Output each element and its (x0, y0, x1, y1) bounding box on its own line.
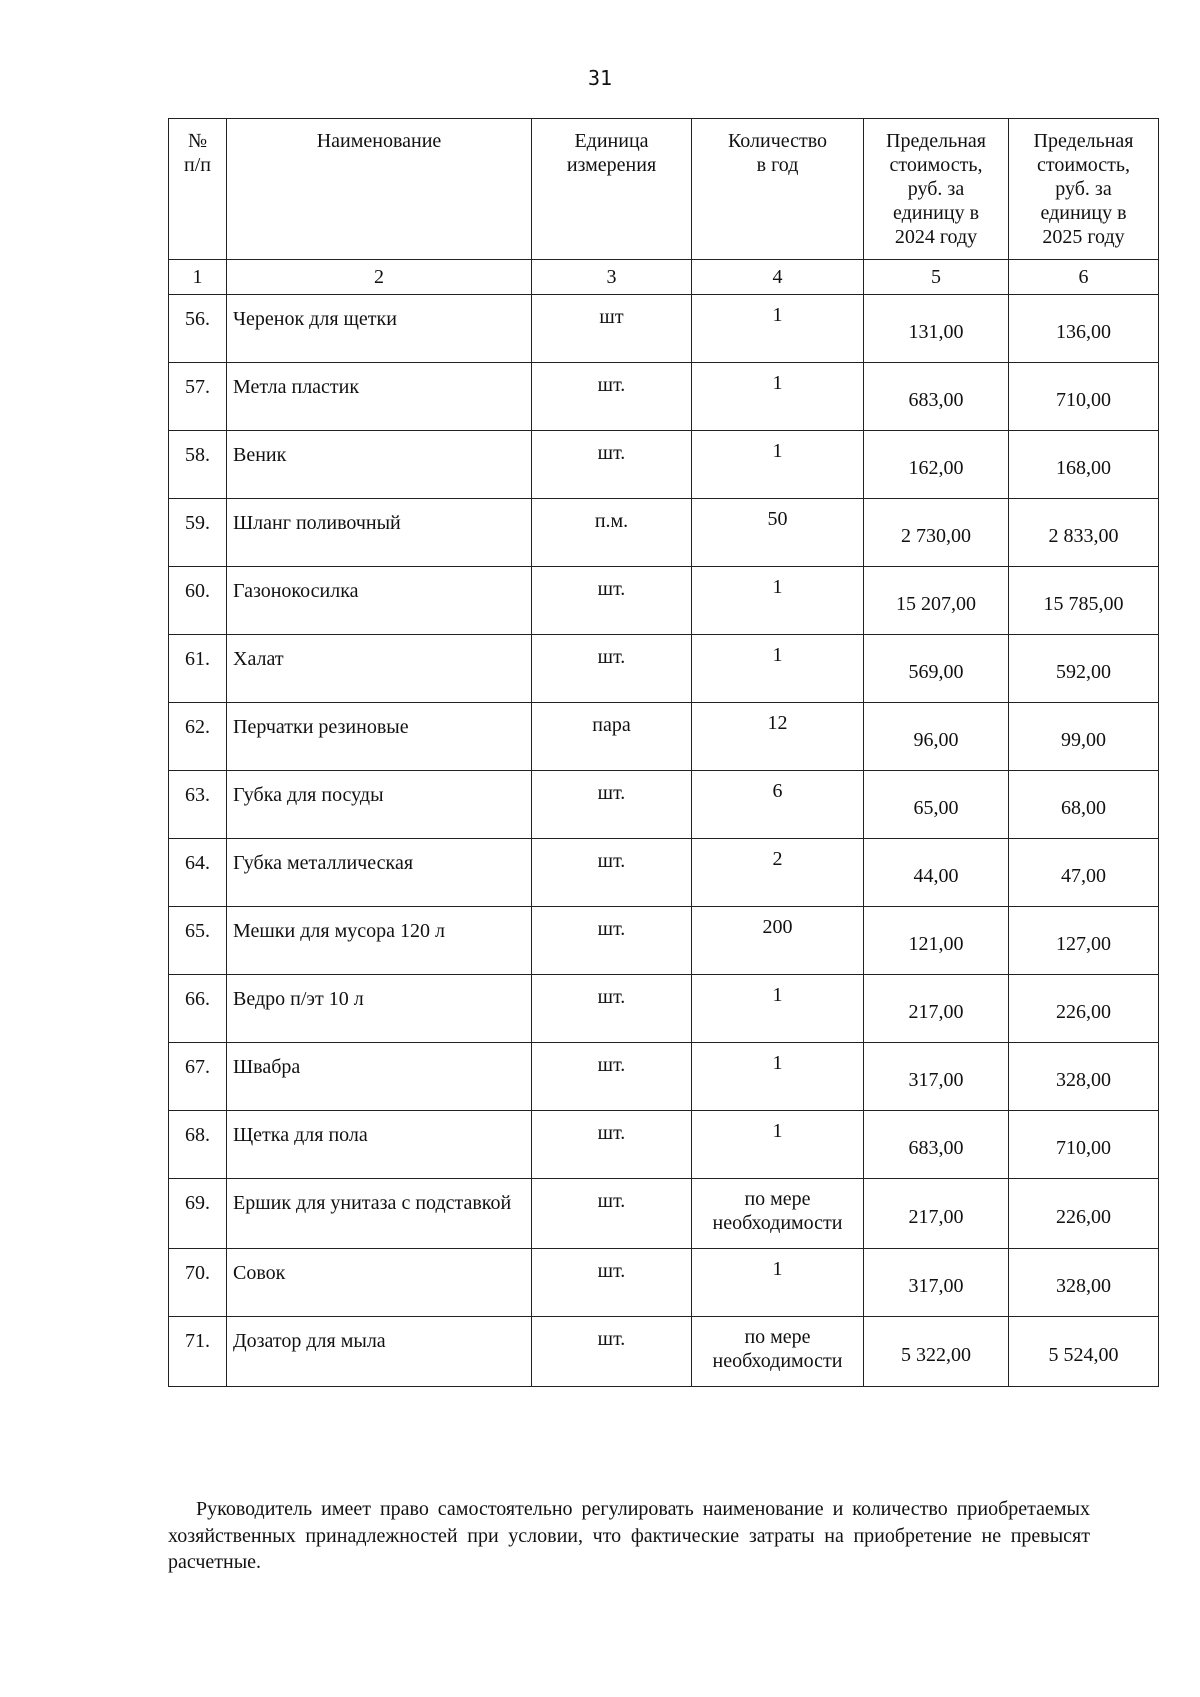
price-2024: 569,00 (864, 635, 1009, 703)
row-number: 70. (169, 1249, 227, 1317)
item-name: Мешки для мусора 120 л (227, 907, 532, 975)
quantity-per-year: 6 (692, 771, 864, 839)
column-number-row (169, 260, 1159, 295)
quantity-per-year: 1 (692, 1043, 864, 1111)
price-2024: 131,00 (864, 295, 1009, 363)
supplies-table (168, 118, 1159, 1387)
row-number: 56. (169, 295, 227, 363)
header-cell: Предельная стоимость, руб. за единицу в 2024 году (864, 119, 1009, 260)
price-2025: 136,00 (1009, 295, 1159, 363)
price-2025: 168,00 (1009, 431, 1159, 499)
unit-of-measure: шт. (532, 635, 692, 703)
price-2024: 317,00 (864, 1043, 1009, 1111)
price-2024: 217,00 (864, 1179, 1009, 1249)
price-2024: 317,00 (864, 1249, 1009, 1317)
row-number: 57. (169, 363, 227, 431)
price-2025: 328,00 (1009, 1249, 1159, 1317)
item-name: Шланг поливочный (227, 499, 532, 567)
item-name: Дозатор для мыла (227, 1317, 532, 1387)
column-number: 5 (864, 260, 1009, 295)
item-name: Губка для посуды (227, 771, 532, 839)
row-number: 60. (169, 567, 227, 635)
table-row (169, 907, 1159, 975)
table-header-row (169, 119, 1159, 260)
quantity-per-year: 1 (692, 975, 864, 1043)
column-number: 3 (532, 260, 692, 295)
quantity-per-year: 1 (692, 295, 864, 363)
unit-of-measure: шт (532, 295, 692, 363)
row-number: 69. (169, 1179, 227, 1249)
row-number: 62. (169, 703, 227, 771)
unit-of-measure: пара (532, 703, 692, 771)
column-number: 1 (169, 260, 227, 295)
row-number: 61. (169, 635, 227, 703)
item-name: Щетка для пола (227, 1111, 532, 1179)
table-row (169, 295, 1159, 363)
price-2025: 592,00 (1009, 635, 1159, 703)
table-row (169, 567, 1159, 635)
price-2024: 5 322,00 (864, 1317, 1009, 1387)
column-number: 4 (692, 260, 864, 295)
item-name: Метла пластик (227, 363, 532, 431)
row-number: 59. (169, 499, 227, 567)
price-2025: 47,00 (1009, 839, 1159, 907)
unit-of-measure: шт. (532, 567, 692, 635)
price-2024: 44,00 (864, 839, 1009, 907)
price-2025: 127,00 (1009, 907, 1159, 975)
header-cell: Наименование (227, 119, 532, 260)
table-row (169, 839, 1159, 907)
price-2024: 121,00 (864, 907, 1009, 975)
quantity-per-year: по мере необходимости (692, 1179, 864, 1249)
quantity-per-year: 1 (692, 363, 864, 431)
price-2024: 96,00 (864, 703, 1009, 771)
item-name: Ведро п/эт 10 л (227, 975, 532, 1043)
quantity-per-year: 2 (692, 839, 864, 907)
table-row (169, 1317, 1159, 1387)
unit-of-measure: шт. (532, 1043, 692, 1111)
unit-of-measure: шт. (532, 363, 692, 431)
table-row (169, 635, 1159, 703)
row-number: 68. (169, 1111, 227, 1179)
column-number: 2 (227, 260, 532, 295)
item-name: Губка металлическая (227, 839, 532, 907)
item-name: Швабра (227, 1043, 532, 1111)
item-name: Веник (227, 431, 532, 499)
price-2024: 2 730,00 (864, 499, 1009, 567)
row-number: 67. (169, 1043, 227, 1111)
price-2025: 226,00 (1009, 975, 1159, 1043)
unit-of-measure: шт. (532, 1179, 692, 1249)
item-name: Перчатки резиновые (227, 703, 532, 771)
row-number: 64. (169, 839, 227, 907)
price-2025: 5 524,00 (1009, 1317, 1159, 1387)
price-2024: 162,00 (864, 431, 1009, 499)
table-row (169, 431, 1159, 499)
item-name: Газонокосилка (227, 567, 532, 635)
row-number: 66. (169, 975, 227, 1043)
unit-of-measure: шт. (532, 975, 692, 1043)
price-2025: 710,00 (1009, 1111, 1159, 1179)
quantity-per-year: 1 (692, 1111, 864, 1179)
header-cell: Количество в год (692, 119, 864, 260)
row-number: 63. (169, 771, 227, 839)
table-row (169, 499, 1159, 567)
item-name: Черенок для щетки (227, 295, 532, 363)
price-2024: 217,00 (864, 975, 1009, 1043)
price-2025: 328,00 (1009, 1043, 1159, 1111)
header-cell: Предельная стоимость, руб. за единицу в 2025 году (1009, 119, 1159, 260)
footnote-text: Руководитель имеет право самостоятельно регулировать наименование и количество приобретаемых хозяйственных принадлежностей при условии, что фактические затраты на приобретение не превысят расчетные. (168, 1498, 1090, 1574)
quantity-per-year: 1 (692, 635, 864, 703)
quantity-per-year: 12 (692, 703, 864, 771)
table-row (169, 1111, 1159, 1179)
page-number: 31 (587, 66, 613, 90)
price-2025: 15 785,00 (1009, 567, 1159, 635)
table-row (169, 1249, 1159, 1317)
header-cell: Единица измерения (532, 119, 692, 260)
row-number: 58. (169, 431, 227, 499)
row-number: 65. (169, 907, 227, 975)
table-row (169, 703, 1159, 771)
item-name: Совок (227, 1249, 532, 1317)
table-row (169, 1043, 1159, 1111)
table-row (169, 975, 1159, 1043)
quantity-per-year: 1 (692, 431, 864, 499)
unit-of-measure: шт. (532, 1317, 692, 1387)
quantity-per-year: по мере необходимости (692, 1317, 864, 1387)
unit-of-measure: шт. (532, 907, 692, 975)
price-2025: 68,00 (1009, 771, 1159, 839)
quantity-per-year: 1 (692, 567, 864, 635)
quantity-per-year: 50 (692, 499, 864, 567)
price-2025: 710,00 (1009, 363, 1159, 431)
table-row (169, 771, 1159, 839)
price-2024: 683,00 (864, 1111, 1009, 1179)
price-2025: 99,00 (1009, 703, 1159, 771)
unit-of-measure: шт. (532, 771, 692, 839)
price-2025: 2 833,00 (1009, 499, 1159, 567)
price-2024: 15 207,00 (864, 567, 1009, 635)
unit-of-measure: шт. (532, 1111, 692, 1179)
header-cell: № п/п (169, 119, 227, 260)
price-2024: 65,00 (864, 771, 1009, 839)
row-number: 71. (169, 1317, 227, 1387)
unit-of-measure: шт. (532, 431, 692, 499)
table-row (169, 1179, 1159, 1249)
item-name: Халат (227, 635, 532, 703)
table-row (169, 363, 1159, 431)
price-2025: 226,00 (1009, 1179, 1159, 1249)
item-name: Ершик для унитаза с подставкой (227, 1179, 532, 1249)
unit-of-measure: шт. (532, 839, 692, 907)
unit-of-measure: п.м. (532, 499, 692, 567)
unit-of-measure: шт. (532, 1249, 692, 1317)
price-2024: 683,00 (864, 363, 1009, 431)
column-number: 6 (1009, 260, 1159, 295)
quantity-per-year: 200 (692, 907, 864, 975)
quantity-per-year: 1 (692, 1249, 864, 1317)
